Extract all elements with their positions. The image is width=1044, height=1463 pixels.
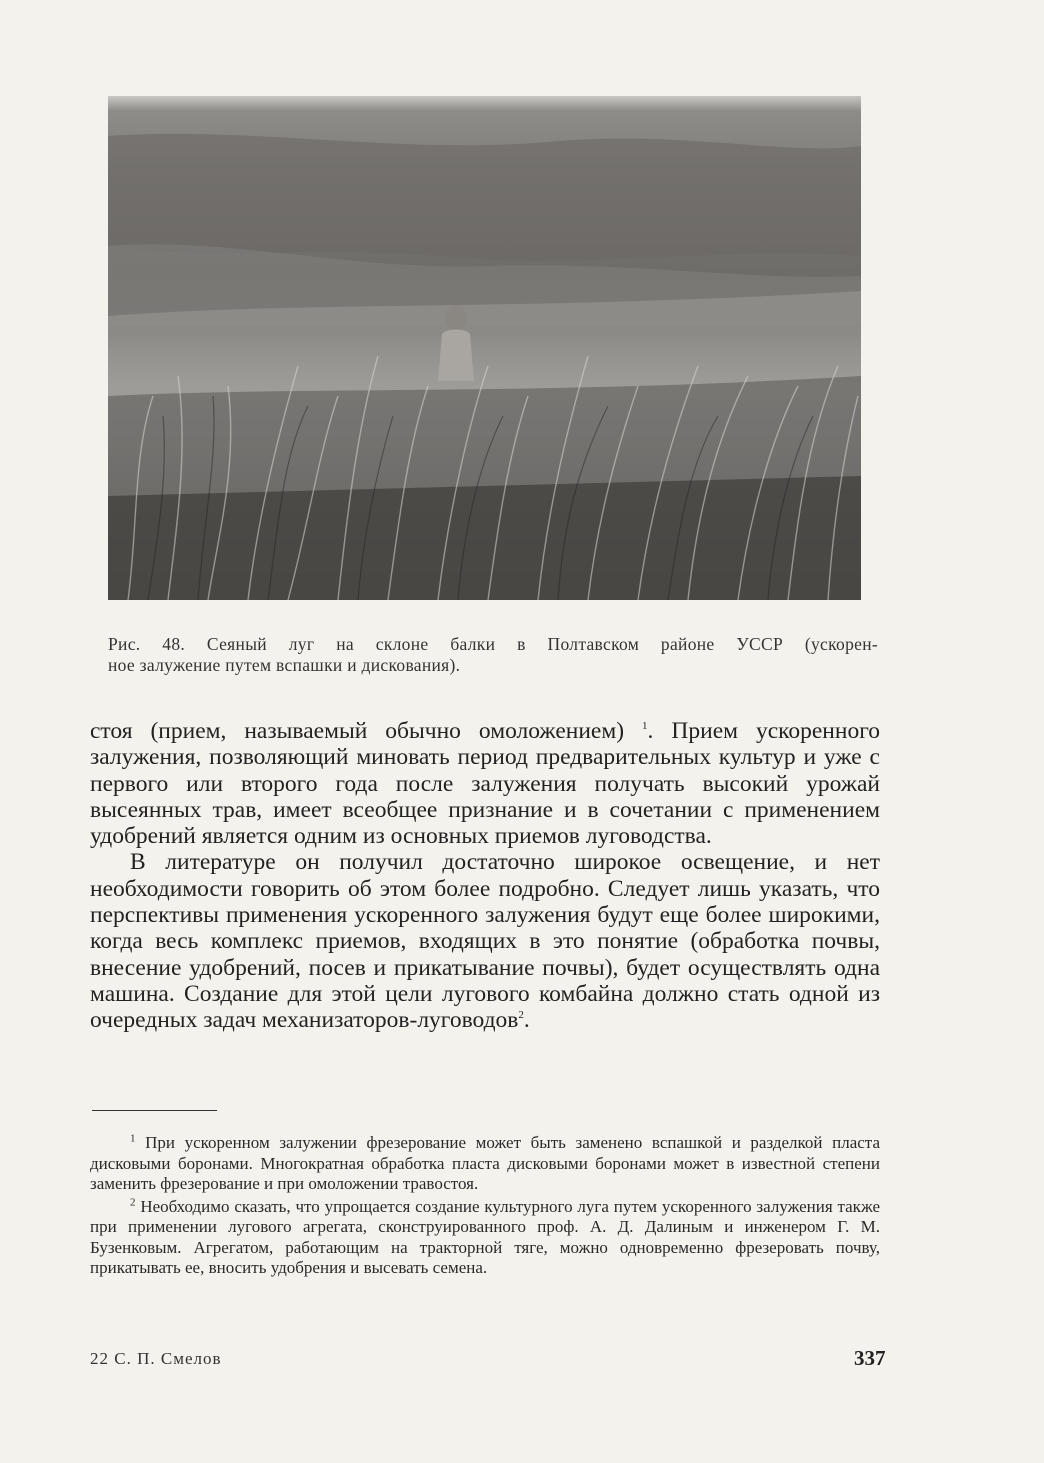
footnote-2-marker: 2 xyxy=(130,1195,136,1208)
paragraph-2-end: . xyxy=(523,1007,530,1034)
footnote-separator xyxy=(92,1110,217,1111)
printer-signature: 22 С. П. Смелов xyxy=(90,1349,222,1368)
footnote-1-text: При ускоренном залужении фрезерование может быть заменено вспашкой и разделкой пласта дисковыми боронами. Многократная обработка пласта дисковыми боронами может в известной степени заменить фрезерование и при омоложении травостоя. xyxy=(90,1133,880,1193)
page-number: 337 xyxy=(854,1346,886,1370)
footnotes xyxy=(90,1133,880,1279)
footnote-1-marker: 1 xyxy=(130,1132,136,1145)
main-text xyxy=(90,718,880,1034)
paragraph-1 xyxy=(90,718,880,849)
caption-line-2: ное залужение путем вспашки и дискования). xyxy=(108,655,461,675)
paragraph-2 xyxy=(90,849,880,1033)
paragraph-1-rest: . Прием ускоренного залужения, позволяющий миновать период предварительных культур и уже с первого или второго года после залужения получать высокий урожай высеянных трав, имеет всеобщее признание и в сочетании с применением удобрений является одним из основных приемов луговодства. xyxy=(90,718,881,850)
paragraph-2-text: В литературе он получил достаточно широкое освещение, и нет необходимости говорить об этом более подробно. Следует лишь указать, что перспективы применения ускоренного залужения будут еще более широкими, когда весь комплекс приемов, входящих в это понятие (обработка почвы, внесение удобрений, посев и прикатывание почвы), будет осуществлять одна машина. Создание для этой цели лугового комбайна должно стать одной из очередных задач механизаторов-луговодов xyxy=(90,849,880,1034)
paragraph-1-text: стоя (прием, называемый обычно омоложением) xyxy=(90,718,625,744)
footnote-2-text: Необходимо сказать, что упрощается создание культурного луга путем ускоренного залужения также при применении лугового агрегата, сконструированного проф. А. Д. Далиным и инженером Г. М. Бузенковым. Агрегатом, работающим на тракторной тяге, можно одновременно фрезеровать почву, прикатывать ее, вносить удобрения и высевать семена. xyxy=(90,1196,881,1277)
meadow-photo xyxy=(108,96,861,600)
meadow-photo-drawing xyxy=(108,96,861,600)
footnote-ref-1: 1 xyxy=(642,720,648,733)
footnote-1 xyxy=(90,1133,880,1195)
figure-caption xyxy=(108,634,878,676)
footnote-2 xyxy=(90,1197,880,1279)
caption-line-1: Рис. 48. Сеяный луг на склоне балки в Полтавском районе УССР (ускорен- xyxy=(108,634,878,654)
footnote-ref-2: 2 xyxy=(518,1009,524,1022)
